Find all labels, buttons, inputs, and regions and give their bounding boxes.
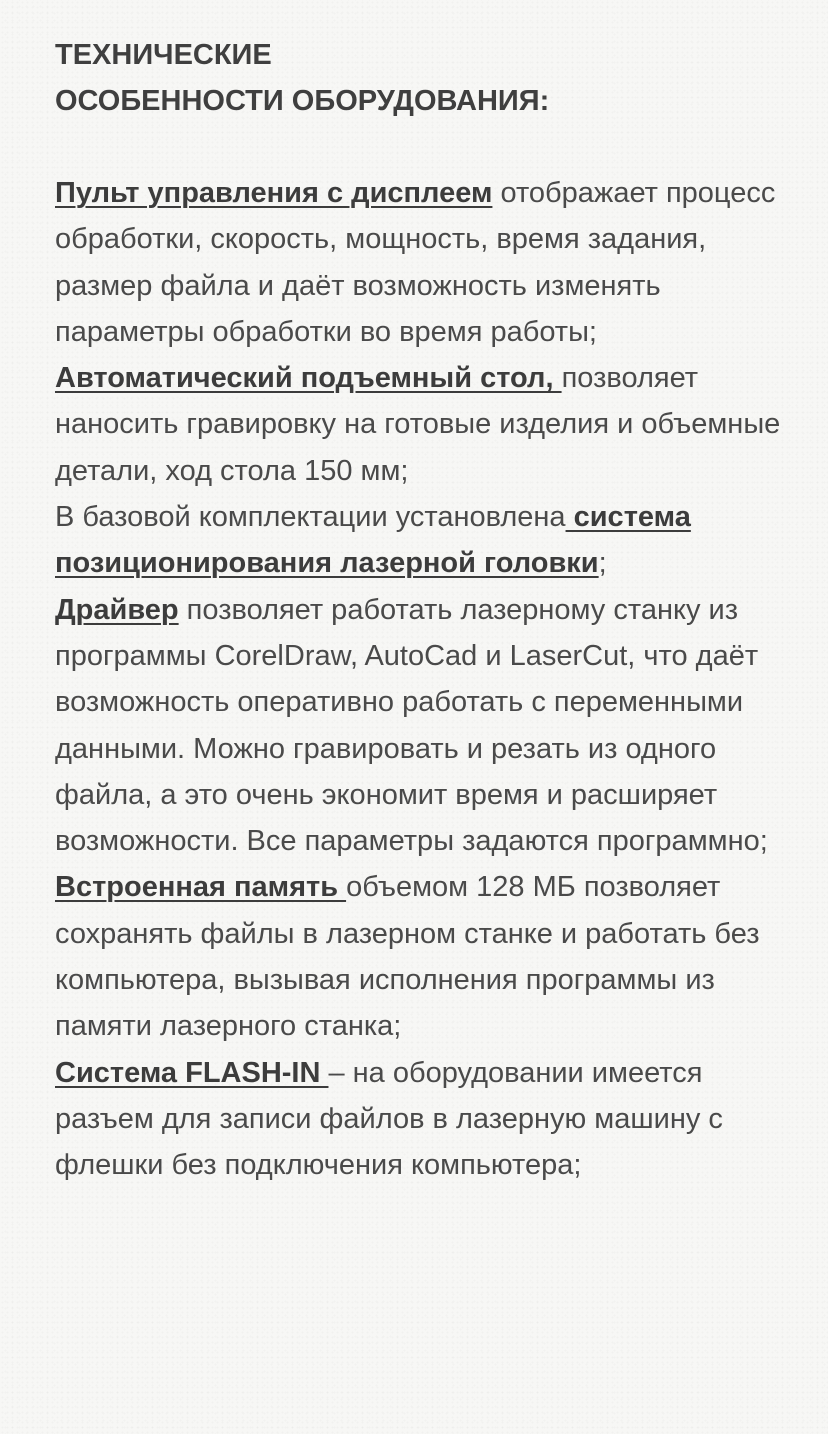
feature-key: система позиционирования лазерной головки	[55, 501, 691, 580]
document-page	[55, 32, 785, 1189]
feature-flash-in	[55, 1050, 785, 1189]
feature-lift-table	[55, 355, 785, 494]
feature-text: позволяет работать лазерному станку из программы CorelDraw, AutoCad и LaserCut, что даёт возможность оперативно работать с переменными данными. Можно гравировать и резать из одного файла, а это очень экономит время и расширяет возможности. Все параметры задаются программно;	[55, 593, 768, 858]
title-line-1: ТЕХНИЧЕСКИЕ	[55, 39, 272, 71]
feature-key: Пульт управления с дисплеем	[55, 177, 493, 209]
title-line-2: ОСОБЕННОСТИ ОБОРУДОВАНИЯ:	[55, 85, 550, 117]
feature-text: объемом 128 МБ позволяет сохранять файлы в лазерном станке и работать без компьютера, вызывая исполнения программы из памяти лазерного станка;	[55, 871, 760, 1043]
feature-text: позволяет наносить гравировку на готовые изделия и объемные детали, ход стола 150 мм;	[55, 362, 781, 487]
feature-key: Система FLASH-IN	[55, 1056, 329, 1089]
feature-pre: В базовой комплектации установлена	[55, 501, 566, 534]
feature-text: отображает процесс обработки, скорость, мощность, время задания, размер файла и даёт возможность изменять параметры обработки во время работы;	[55, 177, 776, 348]
feature-key: Автоматический подъемный стол,	[55, 362, 562, 395]
feature-positioning-system	[55, 494, 785, 587]
feature-built-in-memory	[55, 864, 785, 1049]
feature-driver	[55, 587, 785, 865]
feature-text: ;	[598, 547, 607, 580]
feature-control-panel	[55, 170, 785, 355]
feature-list	[55, 170, 785, 1189]
feature-key: Встроенная память	[55, 871, 347, 904]
page-title	[55, 32, 785, 124]
feature-text: – на оборудовании имеется разъем для записи файлов в лазерную машину с флешки без подключения компьютера;	[55, 1056, 723, 1182]
feature-key: Драйвер	[55, 593, 179, 626]
